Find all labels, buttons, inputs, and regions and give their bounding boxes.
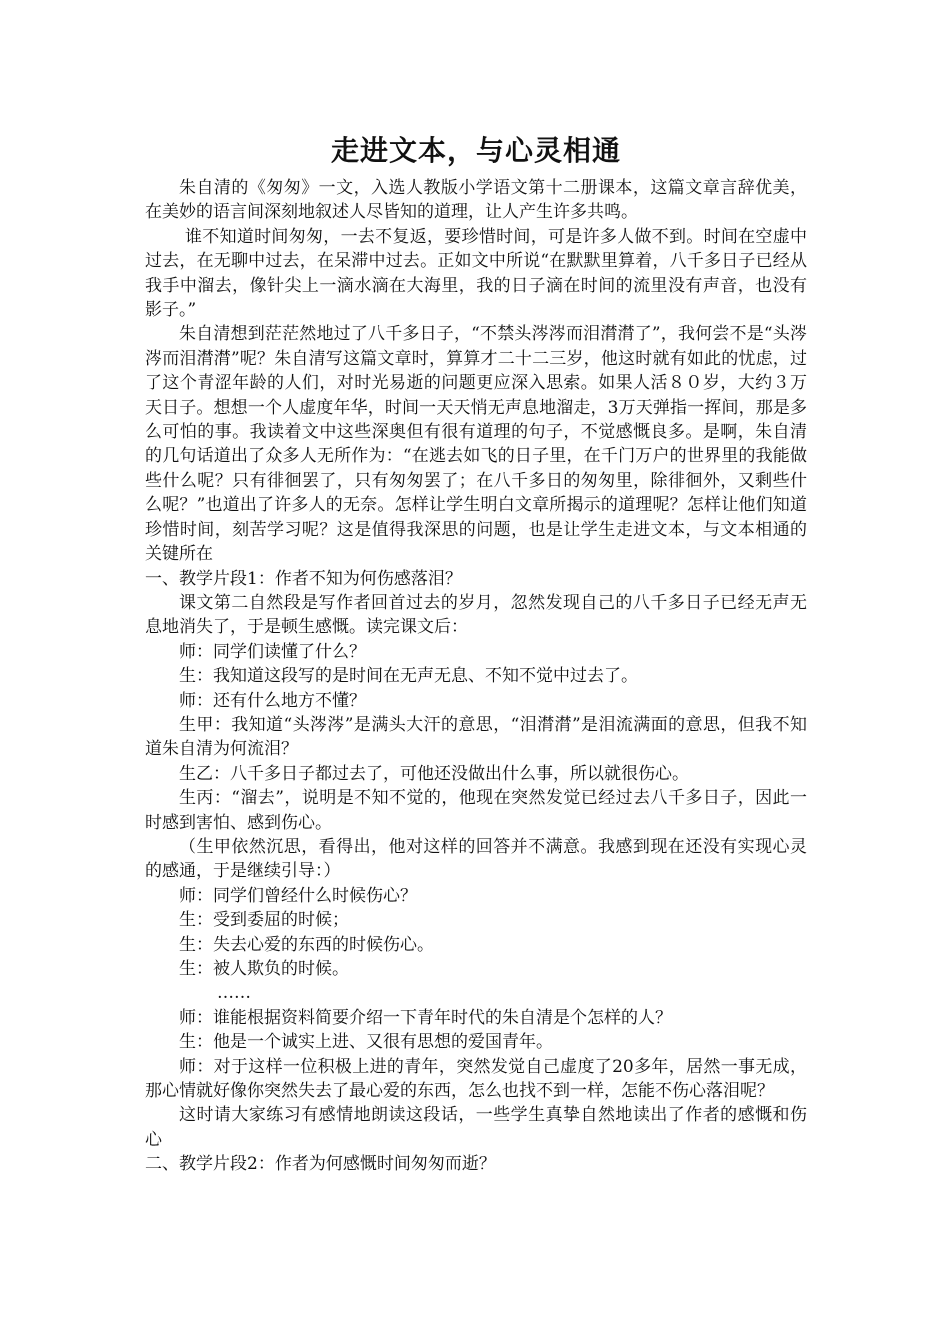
dialogue-line: 生：受到委屈的时候； <box>179 910 349 931</box>
paragraph: 朱自清想到茫茫然地过了八千多日子，“不禁头涔涔而泪潸潸了”，我何尝不是“头涔涔而泪潸潸”呢？朱自清写这篇文章时，算算才二十二三岁，他这时就有如此的忧虑，过了这个青涩年龄的人们，对时光易逝的问题更应深入思索。如果人活８０岁，大约３万天日子。想想一个人虚度年华，时间一天天悄无声息地溜走，3万天弹指一挥间，那是多么可怕的事。我读着文中这些深奥但有很有道理的句子，不觉感慨良多。是啊，朱自清的几句话道出了众多人无所作为：“在逃去如飞的日子里，在千门万户的世界里的我能做些什么呢？只有徘徊罢了，只有匆匆罢了；在八千多日的匆匆里，除徘徊外，又剩些什么呢？”也道出了许多人的无奈。怎样让学生明白文章所揭示的道理呢？怎样让他们知道珍惜时间，刻苦学习呢？这是值得我深思的问题，也是让学生走进文本，与文本相通的关键所在 <box>145 324 807 565</box>
paragraph: 谁不知道时间匆匆，一去不复返，要珍惜时间，可是许多人做不到。时间在空虚中过去，在无聊中过去，在呆滞中过去。正如文中所说“在默默里算着，八千多日子已经从我手中溜去，像针尖上一滴水滴在大海里，我的日子滴在时间的流里没有声音，也没有影子。” <box>145 226 807 321</box>
dialogue-line: 师：谁能根据资料简要介绍一下青年时代的朱自清是个怎样的人？ <box>179 1007 672 1028</box>
ellipsis-line: …… <box>217 983 251 1004</box>
paragraph: 这时请大家练习有感情地朗读这段话，一些学生真挚自然地读出了作者的感慨和伤心 <box>145 1105 807 1150</box>
dialogue-line: 生：失去心爱的东西的时候伤心。 <box>179 934 434 955</box>
dialogue-line: 师：同学们读懂了什么？ <box>179 641 366 662</box>
dialogue-line: 生乙：八千多日子都过去了，可他还没做出什么事，所以就很伤心。 <box>179 763 689 784</box>
paragraph: 课文第二自然段是写作者回首过去的岁月，忽然发现自己的八千多日子已经无声无息地消失了，于是顿生感慨。读完课文后： <box>145 592 807 638</box>
narration-note: （生甲依然沉思，看得出，他对这样的回答并不满意。我感到现在还没有实现心灵的感通，于是继续引导：） <box>145 836 807 882</box>
dialogue-line: 生甲：我知道“头涔涔”是满头大汗的意思，“泪潸潸”是泪流满面的意思，但我不知道朱自清为何流泪？ <box>145 714 807 760</box>
dialogue-line: 师：同学们曾经什么时候伤心？ <box>179 885 417 906</box>
section-heading: 二、教学片段2：作者为何感慨时间匆匆而逝？ <box>145 1154 496 1175</box>
section-heading: 一、教学片段1：作者不知为何伤感落泪？ <box>145 568 462 589</box>
dialogue-line: 师：还有什么地方不懂？ <box>179 690 366 711</box>
paragraph: 朱自清的《匆匆》一文，入选人教版小学语文第十二册课本，这篇文章言辞优美，在美妙的语言间深刻地叙述人尽皆知的道理，让人产生许多共鸣。 <box>145 178 807 223</box>
document-title: 走进文本，与心灵相通 <box>330 134 621 167</box>
dialogue-line: 生丙：“溜去”，说明是不知不觉的，他现在突然发觉已经过去八千多日子，因此一时感到害怕、感到伤心。 <box>145 788 807 833</box>
document-page <box>145 128 807 1177</box>
dialogue-line: 生：他是一个诚实上进、又很有思想的爱国青年。 <box>179 1032 553 1053</box>
dialogue-line: 生：被人欺负的时候。 <box>179 959 349 979</box>
dialogue-line: 师：对于这样一位积极上进的青年，突然发觉自己虚度了20多年，居然一事无成，那心情就好像你突然失去了最心爱的东西，怎么也找不到一样，怎能不伤心落泪呢？ <box>145 1056 807 1102</box>
dialogue-line: 生：我知道这段写的是时间在无声无息、不知不觉中过去了。 <box>179 666 638 687</box>
